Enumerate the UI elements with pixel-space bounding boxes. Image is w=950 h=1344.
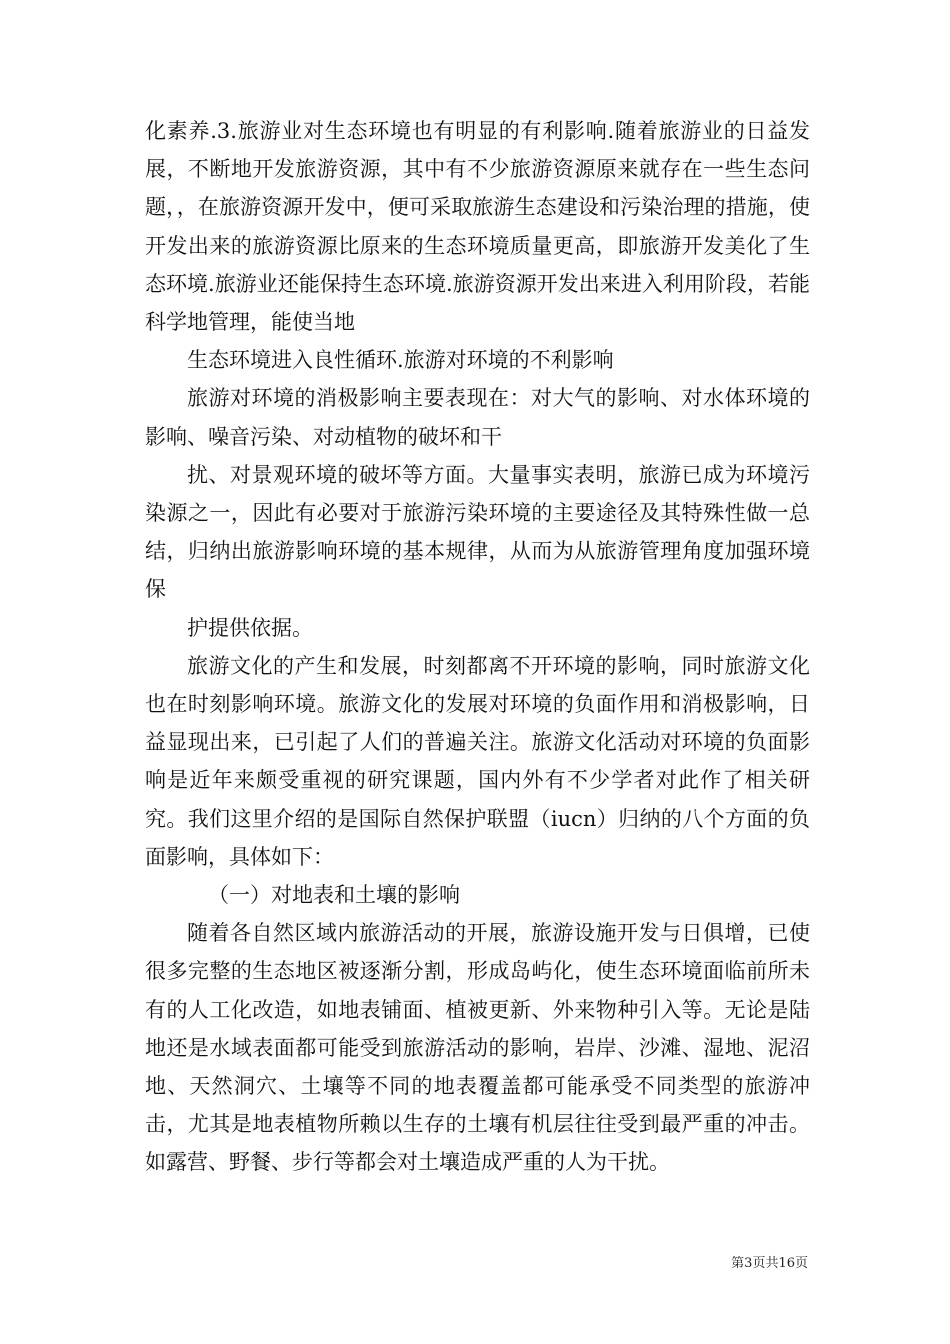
paragraph: 旅游对环境的消极影响主要表现在：对大气的影响、对水体环境的影响、噪音污染、对动植物的破坏和干 [145,386,810,449]
paragraph: 扰、对景观环境的破坏等方面。大量事实表明，旅游已成为环境污染源之一，因此有必要对于旅游污染环境的主要途径及其特殊性做一总结，归纳出旅游影响环境的基本规律，从而为从旅游管理角度加强环境保 [145,462,810,602]
paragraph: 护提供依据。 [187,615,313,640]
body-text [145,112,810,1182]
paragraph: 旅游文化的产生和发展，时刻都离不开环境的影响，同时旅游文化也在时刻影响环境。旅游文化的发展对环境的负面作用和消极影响，日益显现出来，已引起了人们的普遍关注。旅游文化活动对环境的负面影响是近年来颇受重视的研究课题，国内外有不少学者对此作了相关研究。我们这里介绍的是国际自然保护联盟（iucn）归纳的八个方面的负面影响，具体如下： [145,653,810,869]
page-number: 第3页共16页 [731,1256,808,1271]
paragraph: 随着各自然区域内旅游活动的开展，旅游设施开发与日俱增，已使很多完整的生态地区被逐渐分割，形成岛屿化，使生态环境面临前所未有的人工化改造，如地表铺面、植被更新、外来物种引入等。无论是陆地还是水域表面都可能受到旅游活动的影响，岩岸、沙滩、湿地、泥沼地、天然洞穴、土壤等不同的地表覆盖都可能承受不同类型的旅游冲击，尤其是地表植物所赖以生存的土壤有机层往往受到最严重的冲击。如露营、野餐、步行等都会对土壤造成严重的人为干扰。 [145,921,810,1175]
paragraph: 生态环境进入良性循环.旅游对环境的不利影响 [187,348,614,373]
section-heading: （一）对地表和土壤的影响 [208,883,460,908]
paragraph-continuation: 化素养.3.旅游业对生态环境也有明显的有利影响.随着旅游业的日益发展，不断地开发旅游资源，其中有不少旅游资源原来就存在一些生态问题，，在旅游资源开发中，便可采取旅游生态建设和污染治理的措施，使开发出来的旅游资源比原来的生态环境质量更高，即旅游开发美化了生态环境.旅游业还能保持生态环境.旅游资源开发出来进入利用阶段，若能科学地管理，能使当地 [145,119,810,335]
